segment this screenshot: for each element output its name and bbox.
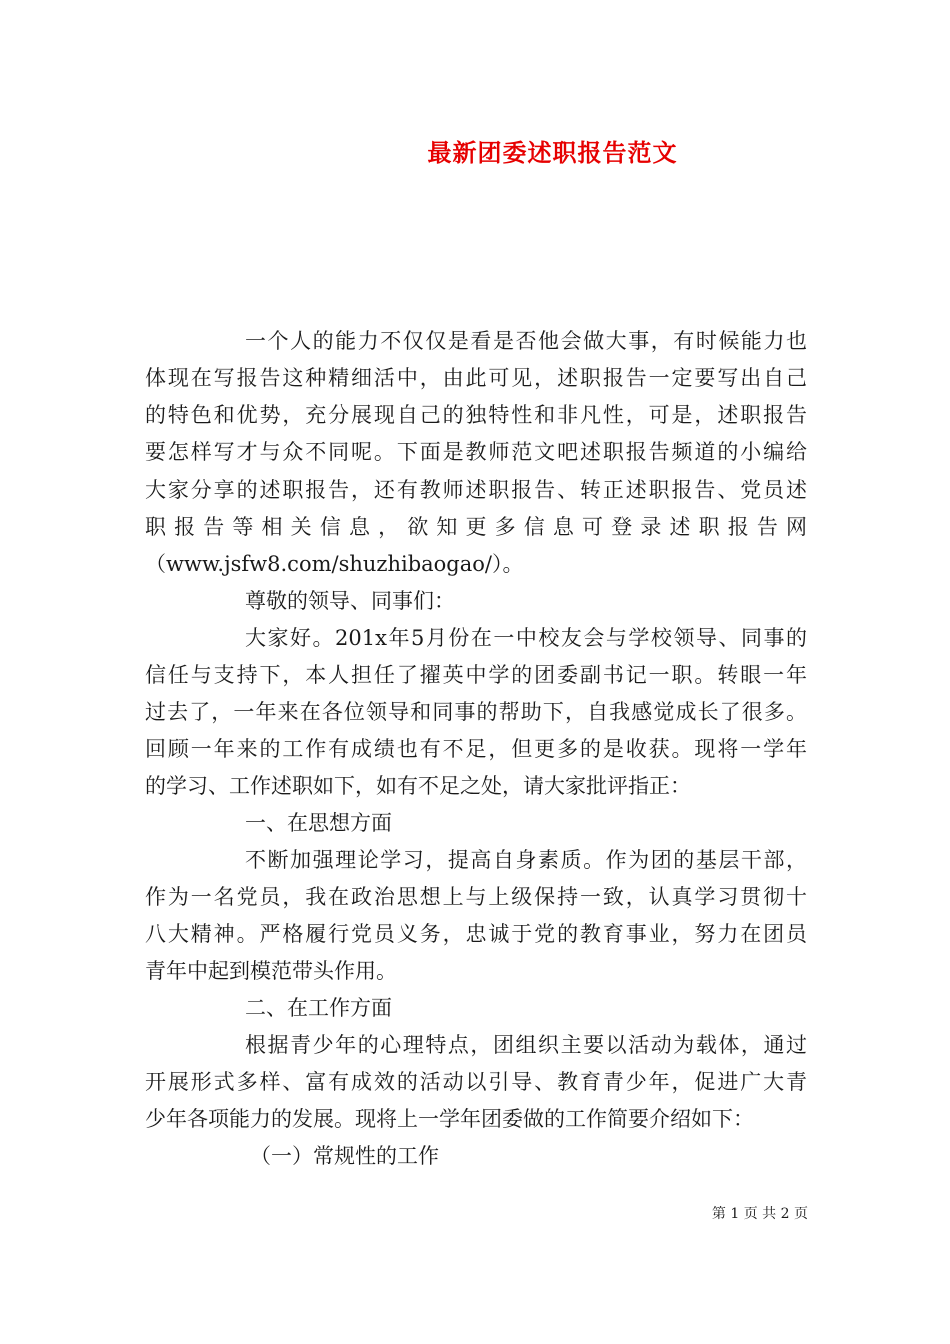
paragraph-line: 不断加强理论学习，提高自身素质。作为团的基层干部， [245,848,807,872]
paragraph-line: 过去了，一年来在各位领导和同事的帮助下，自我感觉成长了很多。 [145,700,807,724]
paragraph-line: 要怎样写才与众不同呢。下面是教师范文吧述职报告频道的小编给 [145,440,807,464]
paragraph-line: 回顾一年来的工作有成绩也有不足，但更多的是收获。现将一学年 [145,737,807,761]
section-heading: 一、在思想方面 [245,811,392,835]
paragraph-line: 体现在写报告这种精细活中，由此可见，述职报告一定要写出自己 [145,366,807,390]
paragraph-line: 青年中起到模范带头作用。 [145,959,397,983]
section-heading: 二、在工作方面 [245,996,392,1020]
paragraph-line: 作为一名党员，我在政治思想上与上级保持一致，认真学习贯彻十 [145,885,807,909]
salutation: 尊敬的领导、同事们： [245,589,455,613]
document-title: 最新团委述职报告范文 [427,138,678,167]
paragraph-line: 开展形式多样、富有成效的活动以引导、教育青少年，促进广大青 [145,1070,807,1094]
paragraph-line: 八大精神。严格履行党员义务，忠诚于党的教育事业，努力在团员 [145,922,807,946]
paragraph-line: 职报告等相关信息，欲知更多信息可登录述职报告网 [145,515,807,539]
paragraph-line: 大家分享的述职报告，还有教师述职报告、转正述职报告、党员述 [145,478,807,502]
paragraph-line: （www.jsfw8.com/shuzhibaogao/）。 [145,552,524,576]
page-indicator: 第 1 页 共 2 页 [711,1206,808,1222]
paragraph-line: 根据青少年的心理特点，团组织主要以活动为载体，通过 [245,1033,807,1057]
subsection-heading: （一）常规性的工作 [250,1144,439,1168]
paragraph-line: 的学习、工作述职如下，如有不足之处，请大家批评指正： [145,774,691,798]
paragraph-line: 一个人的能力不仅仅是看是否他会做大事，有时候能力也 [245,329,807,353]
paragraph-line: 少年各项能力的发展。现将上一学年团委做的工作简要介绍如下： [145,1107,754,1131]
paragraph-line: 大家好。201x年5月份在一中校友会与学校领导、同事的 [245,626,807,650]
paragraph-line: 信任与支持下，本人担任了擢英中学的团委副书记一职。转眼一年 [145,663,807,687]
paragraph-line: 的特色和优势，充分展现自己的独特性和非凡性，可是，述职报告 [145,403,807,427]
